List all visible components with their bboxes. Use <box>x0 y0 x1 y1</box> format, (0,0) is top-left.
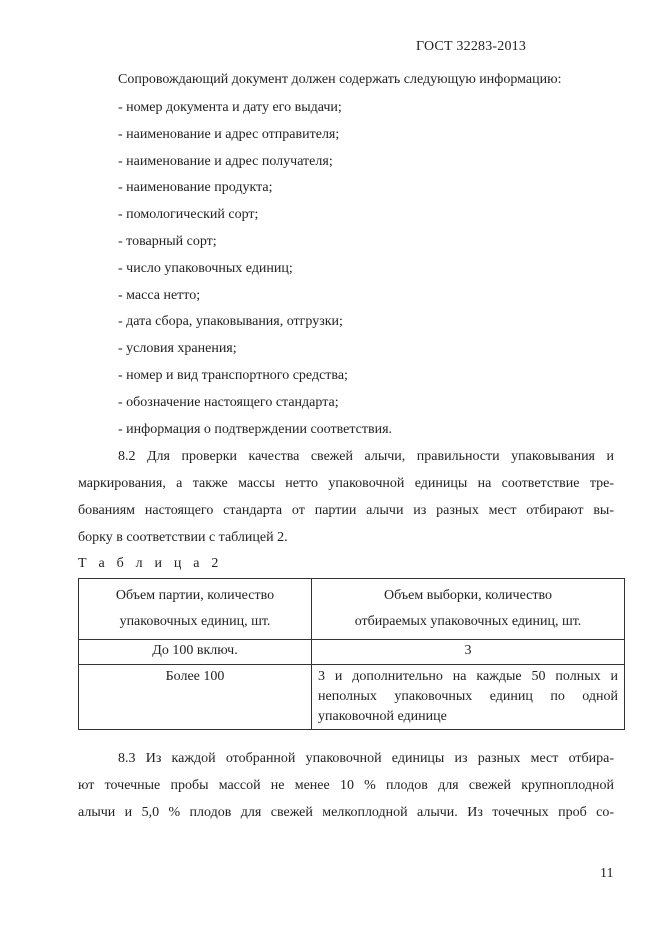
table-caption: Т а б л и ц а 2 <box>78 556 223 571</box>
list-item: - номер и вид транспортного средства; <box>118 367 348 383</box>
list-item: - товарный сорт; <box>118 233 217 249</box>
page-number: 11 <box>600 866 614 881</box>
table-cell-sample: 3 <box>312 640 625 665</box>
paragraph-line: алычи и 5,0 % плодов для свежей мелкоплодной алычи. Из точечных проб со- <box>78 805 614 820</box>
list-item: - условия хранения; <box>118 341 237 357</box>
list-item: - информация о подтверждении соответствия. <box>118 421 393 437</box>
table-row <box>79 640 625 665</box>
paragraph-line: 8.2 Для проверки качества свежей алычи, правильности упаковывания и <box>118 449 614 464</box>
list-item: - обозначение настоящего стандарта; <box>118 394 339 410</box>
paragraph-8-2 <box>78 449 614 557</box>
required-info-list <box>118 100 392 448</box>
header-line: Объем партии, количество <box>115 588 275 603</box>
list-item: - число упаковочных единиц; <box>118 260 293 276</box>
header-line: Объем выборки, количество <box>384 588 552 603</box>
cell-line: 3 и дополнительно на каждые 50 полных и <box>318 669 618 684</box>
paragraph-line: 8.3 Из каждой отобранной упаковочной единицы из разных мест отбира- <box>118 751 614 766</box>
paragraph-line: бованиям настоящего стандарта от партии алычи из разных мест отбирают вы- <box>78 503 614 518</box>
table-row <box>79 665 625 730</box>
list-item: - номер документа и дату его выдачи; <box>118 100 342 115</box>
paragraph-line: маркирования, а также массы нетто упаковочной единицы на соответствие тре- <box>78 476 614 491</box>
list-item: - помологический сорт; <box>118 207 259 223</box>
paragraph-8-3 <box>78 751 614 832</box>
paragraph-line: борку в соответствии с таблицей 2. <box>78 530 288 545</box>
sample-size-table <box>78 578 625 730</box>
document-header: ГОСТ 32283-2013 <box>416 39 527 54</box>
cell-line: неполных упаковочных единиц по одной <box>318 689 618 704</box>
intro-sentence: Сопровождающий документ должен содержать следующую информацию: <box>118 72 562 87</box>
header-cell-sample-size <box>312 579 625 640</box>
cell-line: упаковочной единице <box>318 709 447 724</box>
table-cell-lot: Более 100 <box>79 665 312 730</box>
header-line: отбираемых упаковочных единиц, шт. <box>354 614 582 629</box>
header-line: упаковочных единиц, шт. <box>119 614 271 629</box>
list-item: - наименование и адрес получателя; <box>118 153 333 169</box>
table-cell-lot: До 100 включ. <box>79 640 312 665</box>
header-cell-lot-size <box>79 579 312 640</box>
paragraph-line: ют точечные пробы массой не менее 10 % плодов для свежей крупноплодной <box>78 778 614 793</box>
table-cell-sample <box>312 665 625 730</box>
list-item: - масса нетто; <box>118 287 201 303</box>
table-header-row <box>79 579 625 640</box>
list-item: - наименование продукта; <box>118 180 273 196</box>
list-item: - дата сбора, упаковывания, отгрузки; <box>118 314 343 330</box>
list-item: - наименование и адрес отправителя; <box>118 126 340 142</box>
